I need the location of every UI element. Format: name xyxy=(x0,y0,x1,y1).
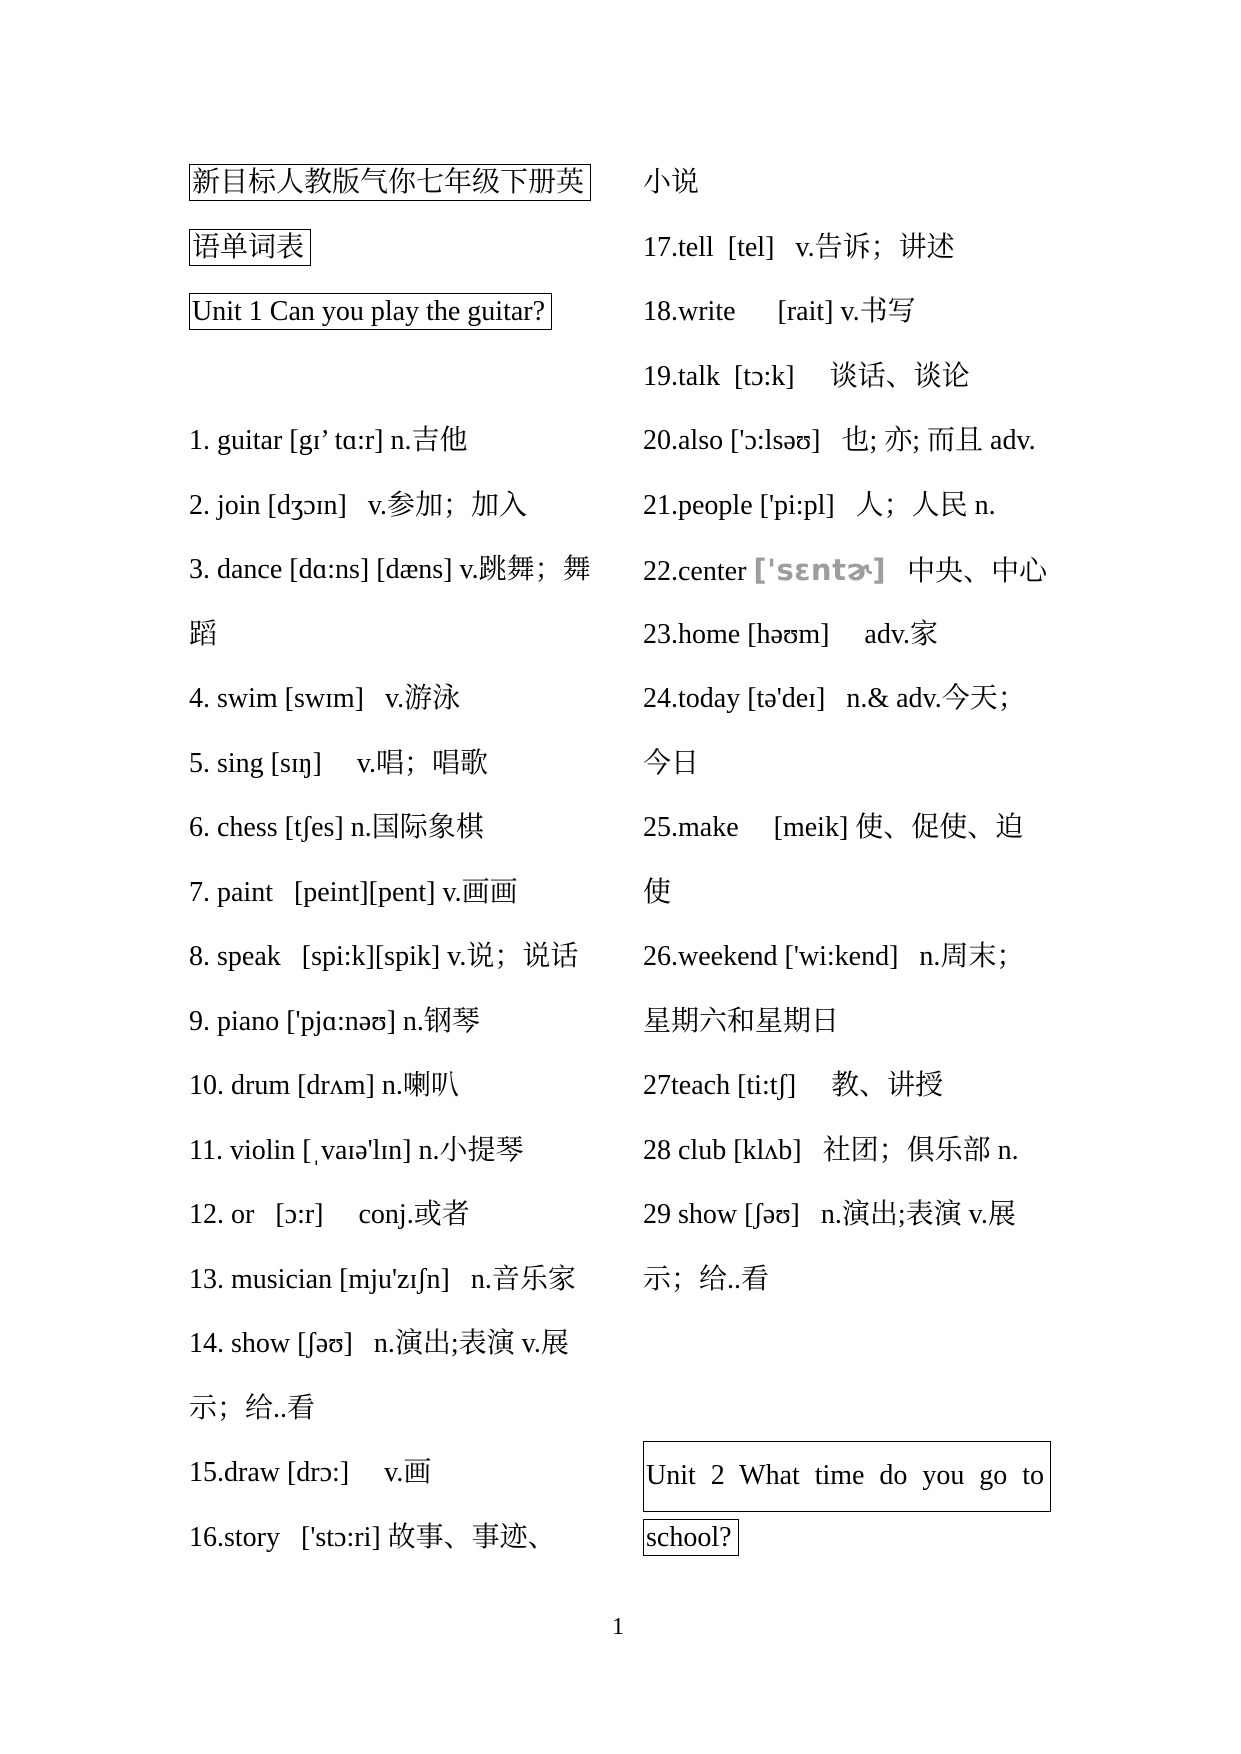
vocab-09-piano xyxy=(189,990,601,1055)
unit1-heading xyxy=(189,280,601,345)
phonetic-gray-text: ['sɛntɚ] xyxy=(753,553,887,587)
vocab-17-tell xyxy=(643,216,1051,281)
line-text: 18.write [rait] v.书写 xyxy=(643,296,916,327)
line-text: 示；给..看 xyxy=(643,1263,770,1295)
vocab-06-chess xyxy=(189,796,601,861)
vocab-08-speak xyxy=(189,925,601,990)
line-text: 8. speak [spi:k][spik] v.说；说话 xyxy=(189,941,579,972)
line-text: 6. chess [tʃes] n.国际象棋 xyxy=(189,812,484,843)
line-text: 9. piano ['pjɑ:nəʊ] n.钢琴 xyxy=(189,1005,480,1037)
line-text: 27teach [ti:tʃ] 教、讲授 xyxy=(643,1070,944,1101)
line-text: 示；给..看 xyxy=(189,1392,316,1424)
boxed-text: 语单词表 xyxy=(189,229,311,266)
vocab-23-home xyxy=(643,603,1051,668)
vocab-19-talk xyxy=(643,345,1051,410)
boxed-text: Unit 1 Can you play the guitar? xyxy=(189,293,552,330)
line-text: 今日 xyxy=(643,747,700,779)
vocab-02-join xyxy=(189,474,601,539)
line-text: 15.draw [drɔ:] v.画 xyxy=(189,1457,432,1488)
line-text: 2. join [dʒɔɪn] v.参加；加入 xyxy=(189,489,528,521)
unit2-heading-line-1 xyxy=(643,1441,1051,1506)
blank-line xyxy=(189,345,601,410)
unit2-heading-line-2 xyxy=(643,1506,1051,1571)
vocab-03-dance xyxy=(189,538,601,603)
line-text: 3. dance [dɑ:ns] [dæns] v.跳舞；舞 xyxy=(189,554,591,585)
line-text: 16.story ['stɔ:ri] 故事、事迹、 xyxy=(189,1521,556,1553)
right-column xyxy=(643,151,1051,1570)
doc-title-line-2 xyxy=(189,216,601,281)
line-text-segment: 22.center xyxy=(643,556,754,587)
vocab-26-weekend xyxy=(643,925,1051,990)
line-text: 20.also ['ɔ:lsəʊ] 也; 亦; 而且 adv. xyxy=(643,425,1036,456)
vocab-25-make-wrap xyxy=(643,861,1051,926)
vocab-13-musician xyxy=(189,1248,601,1313)
vocab-22-center xyxy=(643,538,1051,603)
vocab-07-paint xyxy=(189,861,601,926)
vocab-01-guitar xyxy=(189,409,601,474)
vocab-21-people xyxy=(643,474,1051,539)
line-text: 28 club [klʌb] 社团；俱乐部 n. xyxy=(643,1134,1019,1166)
line-text: 4. swim [swɪm] v.游泳 xyxy=(189,683,461,714)
vocab-14-show-wrap xyxy=(189,1377,601,1442)
vocab-04-swim xyxy=(189,667,601,732)
doc-title-line-1 xyxy=(189,151,601,216)
left-column xyxy=(189,151,601,1570)
vocab-27-teach xyxy=(643,1054,1051,1119)
boxed-text: school? xyxy=(643,1519,739,1556)
line-text: 26.weekend ['wi:kend] n.周末； xyxy=(643,941,1025,972)
vocab-16-story-wrap xyxy=(643,151,1051,216)
vocab-24-today xyxy=(643,667,1051,732)
line-text: 24.today [tə'deɪ] n.& adv.今天； xyxy=(643,683,1026,714)
vocab-24-today-wrap xyxy=(643,732,1051,797)
line-text: 11. violin [ˌvaɪə'lɪn] n.小提琴 xyxy=(189,1134,524,1166)
line-text-segment: 中央、中心 xyxy=(886,556,1048,587)
line-text: 7. paint [peint][pent] v.画画 xyxy=(189,876,518,908)
blank-line xyxy=(643,1312,1051,1377)
line-text: 蹈 xyxy=(189,618,218,650)
line-text: 10. drum [drʌm] n.喇叭 xyxy=(189,1070,459,1101)
boxed-text: Unit 2 What time do you go to xyxy=(643,1441,1051,1512)
vocab-03-dance-wrap xyxy=(189,603,601,668)
line-text: 21.people ['pi:pl] 人；人民 n. xyxy=(643,489,996,521)
vocab-28-club xyxy=(643,1119,1051,1184)
vocab-29-show-wrap xyxy=(643,1248,1051,1313)
vocab-16-story xyxy=(189,1506,601,1571)
boxed-text: 新目标人教版气你七年级下册英 xyxy=(189,164,591,201)
vocab-11-violin xyxy=(189,1119,601,1184)
line-text: 5. sing [sɪŋ] v.唱；唱歌 xyxy=(189,747,489,779)
line-text: 13. musician [mju'zɪʃn] n.音乐家 xyxy=(189,1263,576,1295)
vocab-12-or xyxy=(189,1183,601,1248)
line-text: 17.tell [tel] v.告诉；讲述 xyxy=(643,231,955,263)
vocab-15-draw xyxy=(189,1441,601,1506)
line-text: 12. or [ɔ:r] conj.或者 xyxy=(189,1199,470,1230)
page-number: 1 xyxy=(612,1614,624,1640)
line-text: 1. guitar [gɪ’ tɑ:r] n.吉他 xyxy=(189,425,468,456)
vocab-26-weekend-wrap xyxy=(643,990,1051,1055)
vocab-29-show xyxy=(643,1183,1051,1248)
line-text: 使 xyxy=(643,876,672,908)
vocab-25-make xyxy=(643,796,1051,861)
vocab-20-also xyxy=(643,409,1051,474)
line-text: 25.make [meik] 使、促使、迫 xyxy=(643,812,1024,843)
blank-line xyxy=(643,1377,1051,1442)
vocab-14-show xyxy=(189,1312,601,1377)
line-text: 星期六和星期日 xyxy=(643,1005,840,1037)
vocab-18-write xyxy=(643,280,1051,345)
line-text: 23.home [həʊm] adv.家 xyxy=(643,618,939,650)
line-text: 29 show [ʃəʊ] n.演出;表演 v.展 xyxy=(643,1199,1016,1230)
vocab-10-drum xyxy=(189,1054,601,1119)
vocab-05-sing xyxy=(189,732,601,797)
line-text: 14. show [ʃəʊ] n.演出;表演 v.展 xyxy=(189,1328,569,1359)
line-text xyxy=(643,553,1048,587)
line-text: 小说 xyxy=(643,167,700,198)
line-text: 19.talk [tɔ:k] 谈话、谈论 xyxy=(643,360,970,392)
